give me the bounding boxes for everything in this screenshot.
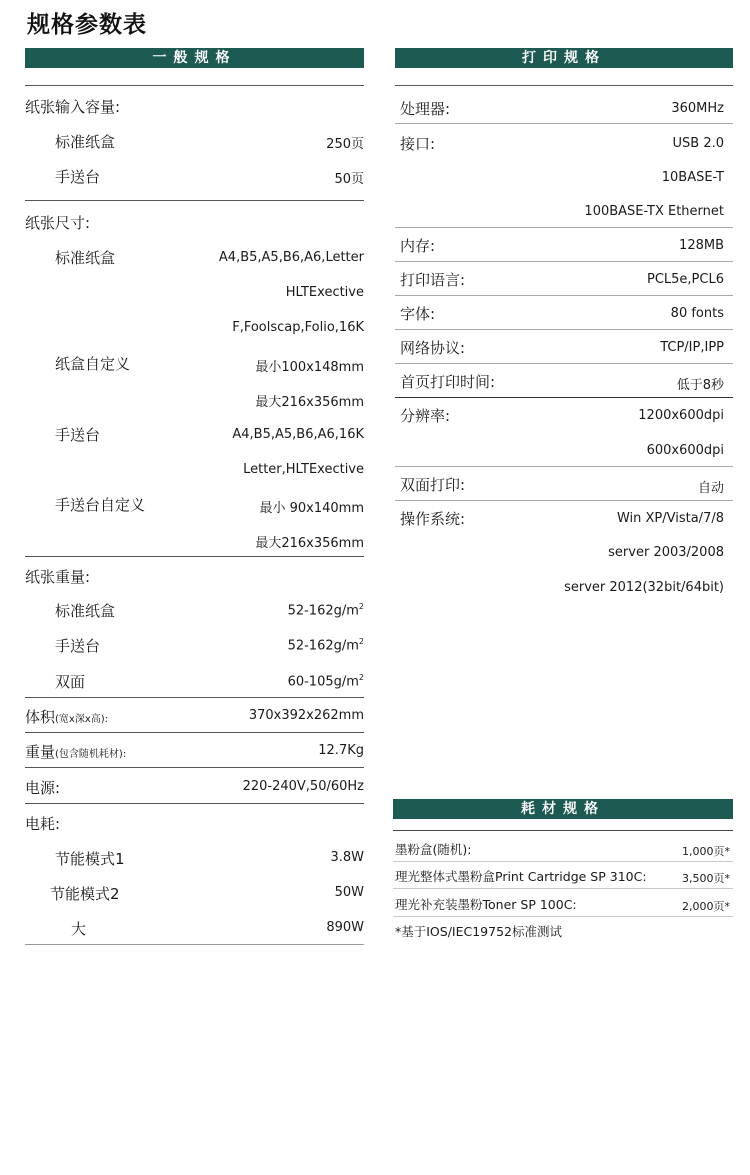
power-label: 电源: (25, 779, 61, 797)
os-value-2: server 2003/2008 (608, 545, 724, 560)
duplex-value: 自动 (697, 481, 724, 496)
weight-duplex-label: 双面 (55, 673, 86, 691)
max-power-value: 890W (326, 920, 364, 935)
tray-custom-value-2: 最大216x356mm (255, 395, 364, 410)
energy-mode2-value: 50W (334, 885, 364, 900)
weight-std-tray-value: $52-162g/m^2$ (287, 602, 364, 619)
manual-feed-label: 手送台 (55, 168, 101, 186)
protocol-value: TCP/IP,IPP (660, 340, 724, 355)
std-tray-label: 标准纸盒 (55, 133, 116, 151)
paper-size-manual-value-1: A4,B5,A5,B6,A6,16K (232, 427, 364, 442)
consumable-2-value: 3,500页* (682, 872, 730, 885)
interface-value-1: USB 2.0 (672, 136, 724, 151)
first-page-value: 低于8秒 (676, 378, 724, 393)
os-label: 操作系统: (400, 510, 466, 528)
fonts-label: 字体: (400, 305, 436, 323)
paper-size-std-value-1: A4,B5,A5,B6,A6,Letter (218, 250, 364, 265)
duplex-label: 双面打印: (400, 476, 466, 494)
os-value-3: server 2012(32bit/64bit) (564, 580, 724, 595)
tray-custom-label: 纸盒自定义 (55, 355, 131, 373)
paper-size-std-value-3: F,Foolscap,Folio,16K (232, 320, 364, 335)
weight-label: 重量(包含随机耗材): (25, 743, 127, 761)
paper-weight-label: 纸张重量: (25, 568, 91, 586)
weight-std-tray-label: 标准纸盒 (55, 602, 116, 620)
paper-size-manual-value-2: Letter,HLTExective (243, 462, 364, 477)
language-value: PCL5e,PCL6 (647, 272, 724, 287)
interface-value-3: 100BASE-TX Ethernet (584, 204, 724, 219)
fonts-value: 80 fonts (670, 306, 724, 321)
consumable-3-value: 2,000页* (682, 900, 730, 913)
weight-duplex-value: $60-105g/m^2$ (287, 673, 364, 690)
energy-mode1-label: 节能模式1 (55, 850, 125, 868)
tray-custom-value-1: 最小100x148mm (255, 360, 364, 375)
consumable-1-label: 墨粉盒(随机): (395, 842, 472, 857)
manual-feed-capacity: 50页 (334, 172, 364, 187)
processor-value: 360MHz (671, 101, 724, 116)
energy-mode1-value: 3.8W (330, 850, 364, 865)
weight-manual-label: 手送台 (55, 637, 101, 655)
protocol-label: 网络协议: (400, 339, 466, 357)
paper-size-manual-label: 手送台 (55, 426, 101, 444)
consumables-header: 耗材规格 (393, 799, 733, 819)
consumable-1-value: 1,000页* (682, 845, 730, 858)
processor-label: 处理器: (400, 100, 451, 118)
language-label: 打印语言: (400, 271, 466, 289)
manual-custom-label: 手送台自定义 (55, 496, 146, 514)
power-value: 220-240V,50/60Hz (242, 779, 364, 794)
consumable-3-label: 理光补充装墨粉Toner SP 100C: (395, 897, 577, 912)
volume-label: 体积(宽x深x高): (25, 708, 109, 726)
consumables-footnote: *基于IOS/IEC19752标准测试 (395, 924, 562, 939)
manual-custom-value-1: 最小 90x140mm (259, 501, 364, 516)
os-value-1: Win XP/Vista/7/8 (616, 511, 724, 526)
consumable-2-label: 理光整体式墨粉盒Print Cartridge SP 310C: (395, 869, 647, 884)
manual-custom-value-2: 最大216x356mm (255, 536, 364, 551)
resolution-value-1: 1200x600dpi (638, 408, 724, 423)
paper-size-label: 纸张尺寸: (25, 214, 91, 232)
paper-input-label: 纸张输入容量: (25, 98, 121, 116)
general-specs-header: 一般规格 (25, 48, 364, 68)
paper-size-std-tray-label: 标准纸盒 (55, 249, 116, 267)
resolution-label: 分辨率: (400, 407, 451, 425)
print-specs-header: 打印规格 (395, 48, 733, 68)
interface-label: 接口: (400, 135, 436, 153)
weight-manual-value: $52-162g/m^2$ (287, 637, 364, 654)
energy-mode2-label: 节能模式2 (50, 885, 120, 903)
page-title: 规格参数表 (27, 12, 147, 38)
memory-value: 128MB (679, 238, 724, 253)
paper-size-std-value-2: HLTExective (285, 285, 364, 300)
consumption-label: 电耗: (25, 815, 61, 833)
std-tray-capacity: 250页 (326, 137, 364, 152)
interface-value-2: 10BASE-T (661, 170, 724, 185)
first-page-label: 首页打印时间: (400, 373, 496, 391)
volume-value: 370x392x262mm (248, 708, 364, 723)
resolution-value-2: 600x600dpi (646, 443, 724, 458)
weight-value: 12.7Kg (318, 743, 364, 758)
max-power-label: 大 (71, 920, 87, 938)
memory-label: 内存: (400, 237, 436, 255)
